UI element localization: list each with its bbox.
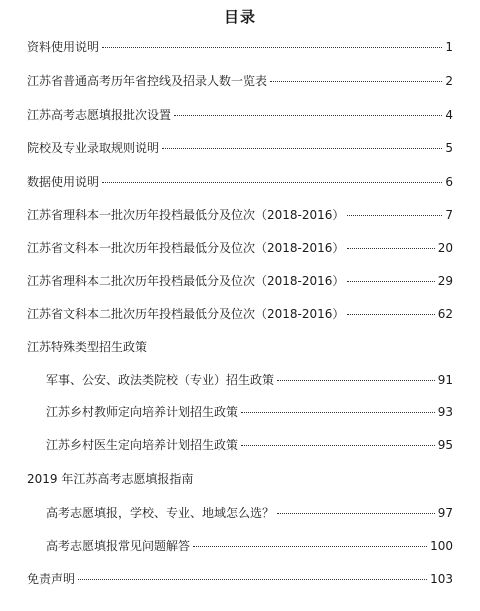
- toc-entry-label: 江苏乡村医生定向培养计划招生政策: [46, 438, 239, 452]
- toc-entry-label: 江苏乡村教师定向培养计划招生政策: [46, 405, 239, 419]
- toc-entry-label: 高考志愿填报，学校、专业、地域怎么选？: [46, 506, 275, 520]
- toc-entry-page: 62: [437, 307, 453, 321]
- dot-leader: [78, 579, 427, 580]
- toc-subentry[interactable]: [46, 437, 453, 453]
- toc-entry[interactable]: [27, 273, 453, 289]
- toc-entry-page: 4: [445, 108, 453, 122]
- toc-entry-page: 2: [445, 74, 453, 88]
- toc-entry[interactable]: [27, 73, 453, 89]
- toc-entry-page: 103: [430, 572, 453, 586]
- toc-entry[interactable]: [27, 140, 453, 156]
- toc-entry-label: 江苏省文科本一批次历年投档最低分及位次（2018-2016）: [27, 241, 345, 255]
- toc-entry-page: 5: [445, 141, 453, 155]
- toc-entry-page: 100: [430, 539, 453, 553]
- toc-entry-label: 江苏高考志愿填报批次设置: [27, 108, 172, 122]
- toc-subentry[interactable]: [46, 372, 453, 388]
- toc-subentry[interactable]: [46, 505, 453, 521]
- toc-entry-label: 免责声明: [27, 572, 76, 586]
- dot-leader: [241, 412, 435, 413]
- dot-leader: [174, 115, 442, 116]
- toc-entry-label: 江苏省理科本一批次历年投档最低分及位次（2018-2016）: [27, 208, 345, 222]
- toc-entry-label: 院校及专业录取规则说明: [27, 141, 160, 155]
- toc-subentry[interactable]: [46, 404, 453, 420]
- dot-leader: [102, 182, 442, 183]
- toc-entry-label: 高考志愿填报常见问题解答: [46, 539, 191, 553]
- dot-leader: [277, 380, 435, 381]
- toc-entry[interactable]: [27, 107, 453, 123]
- dot-leader: [162, 148, 442, 149]
- toc-entry[interactable]: [27, 240, 453, 256]
- dot-leader: [347, 248, 434, 249]
- dot-leader: [102, 47, 442, 48]
- toc-entry-label: 江苏省普通高考历年省控线及招录人数一览表: [27, 74, 268, 88]
- toc-entry-page: 1: [445, 40, 453, 54]
- toc-entry-page: 6: [445, 175, 453, 189]
- toc-subentry[interactable]: [46, 538, 453, 554]
- toc-entry-page: 20: [437, 241, 453, 255]
- toc-entry-label: 江苏省文科本二批次历年投档最低分及位次（2018-2016）: [27, 307, 345, 321]
- dot-leader: [277, 513, 435, 514]
- toc-section-heading[interactable]: 江苏特殊类型招生政策: [27, 340, 148, 354]
- dot-leader: [347, 314, 434, 315]
- toc-entry[interactable]: [27, 207, 453, 223]
- dot-leader: [270, 81, 442, 82]
- toc-entry[interactable]: [27, 571, 453, 587]
- toc-entry[interactable]: [27, 174, 453, 190]
- toc-entry-label: 军事、公安、政法类院校（专业）招生政策: [46, 373, 275, 387]
- dot-leader: [193, 546, 427, 547]
- toc-entry-label: 资料使用说明: [27, 40, 100, 54]
- toc-entry-page: 97: [437, 506, 453, 520]
- toc-entry[interactable]: [27, 39, 453, 55]
- toc-entry-page: 7: [445, 208, 453, 222]
- toc-entry-page: 95: [437, 438, 453, 452]
- toc-title: 目录: [223, 8, 256, 26]
- dot-leader: [241, 445, 435, 446]
- toc-section-heading[interactable]: 2019 年江苏高考志愿填报指南: [27, 472, 194, 486]
- toc-entry-label: 江苏省理科本二批次历年投档最低分及位次（2018-2016）: [27, 274, 345, 288]
- toc-entry-page: 29: [437, 274, 453, 288]
- toc-entry-label: 数据使用说明: [27, 175, 100, 189]
- toc-entry[interactable]: [27, 306, 453, 322]
- toc-entry-page: 91: [437, 373, 453, 387]
- toc-entry-page: 93: [437, 405, 453, 419]
- dot-leader: [347, 281, 434, 282]
- dot-leader: [347, 215, 442, 216]
